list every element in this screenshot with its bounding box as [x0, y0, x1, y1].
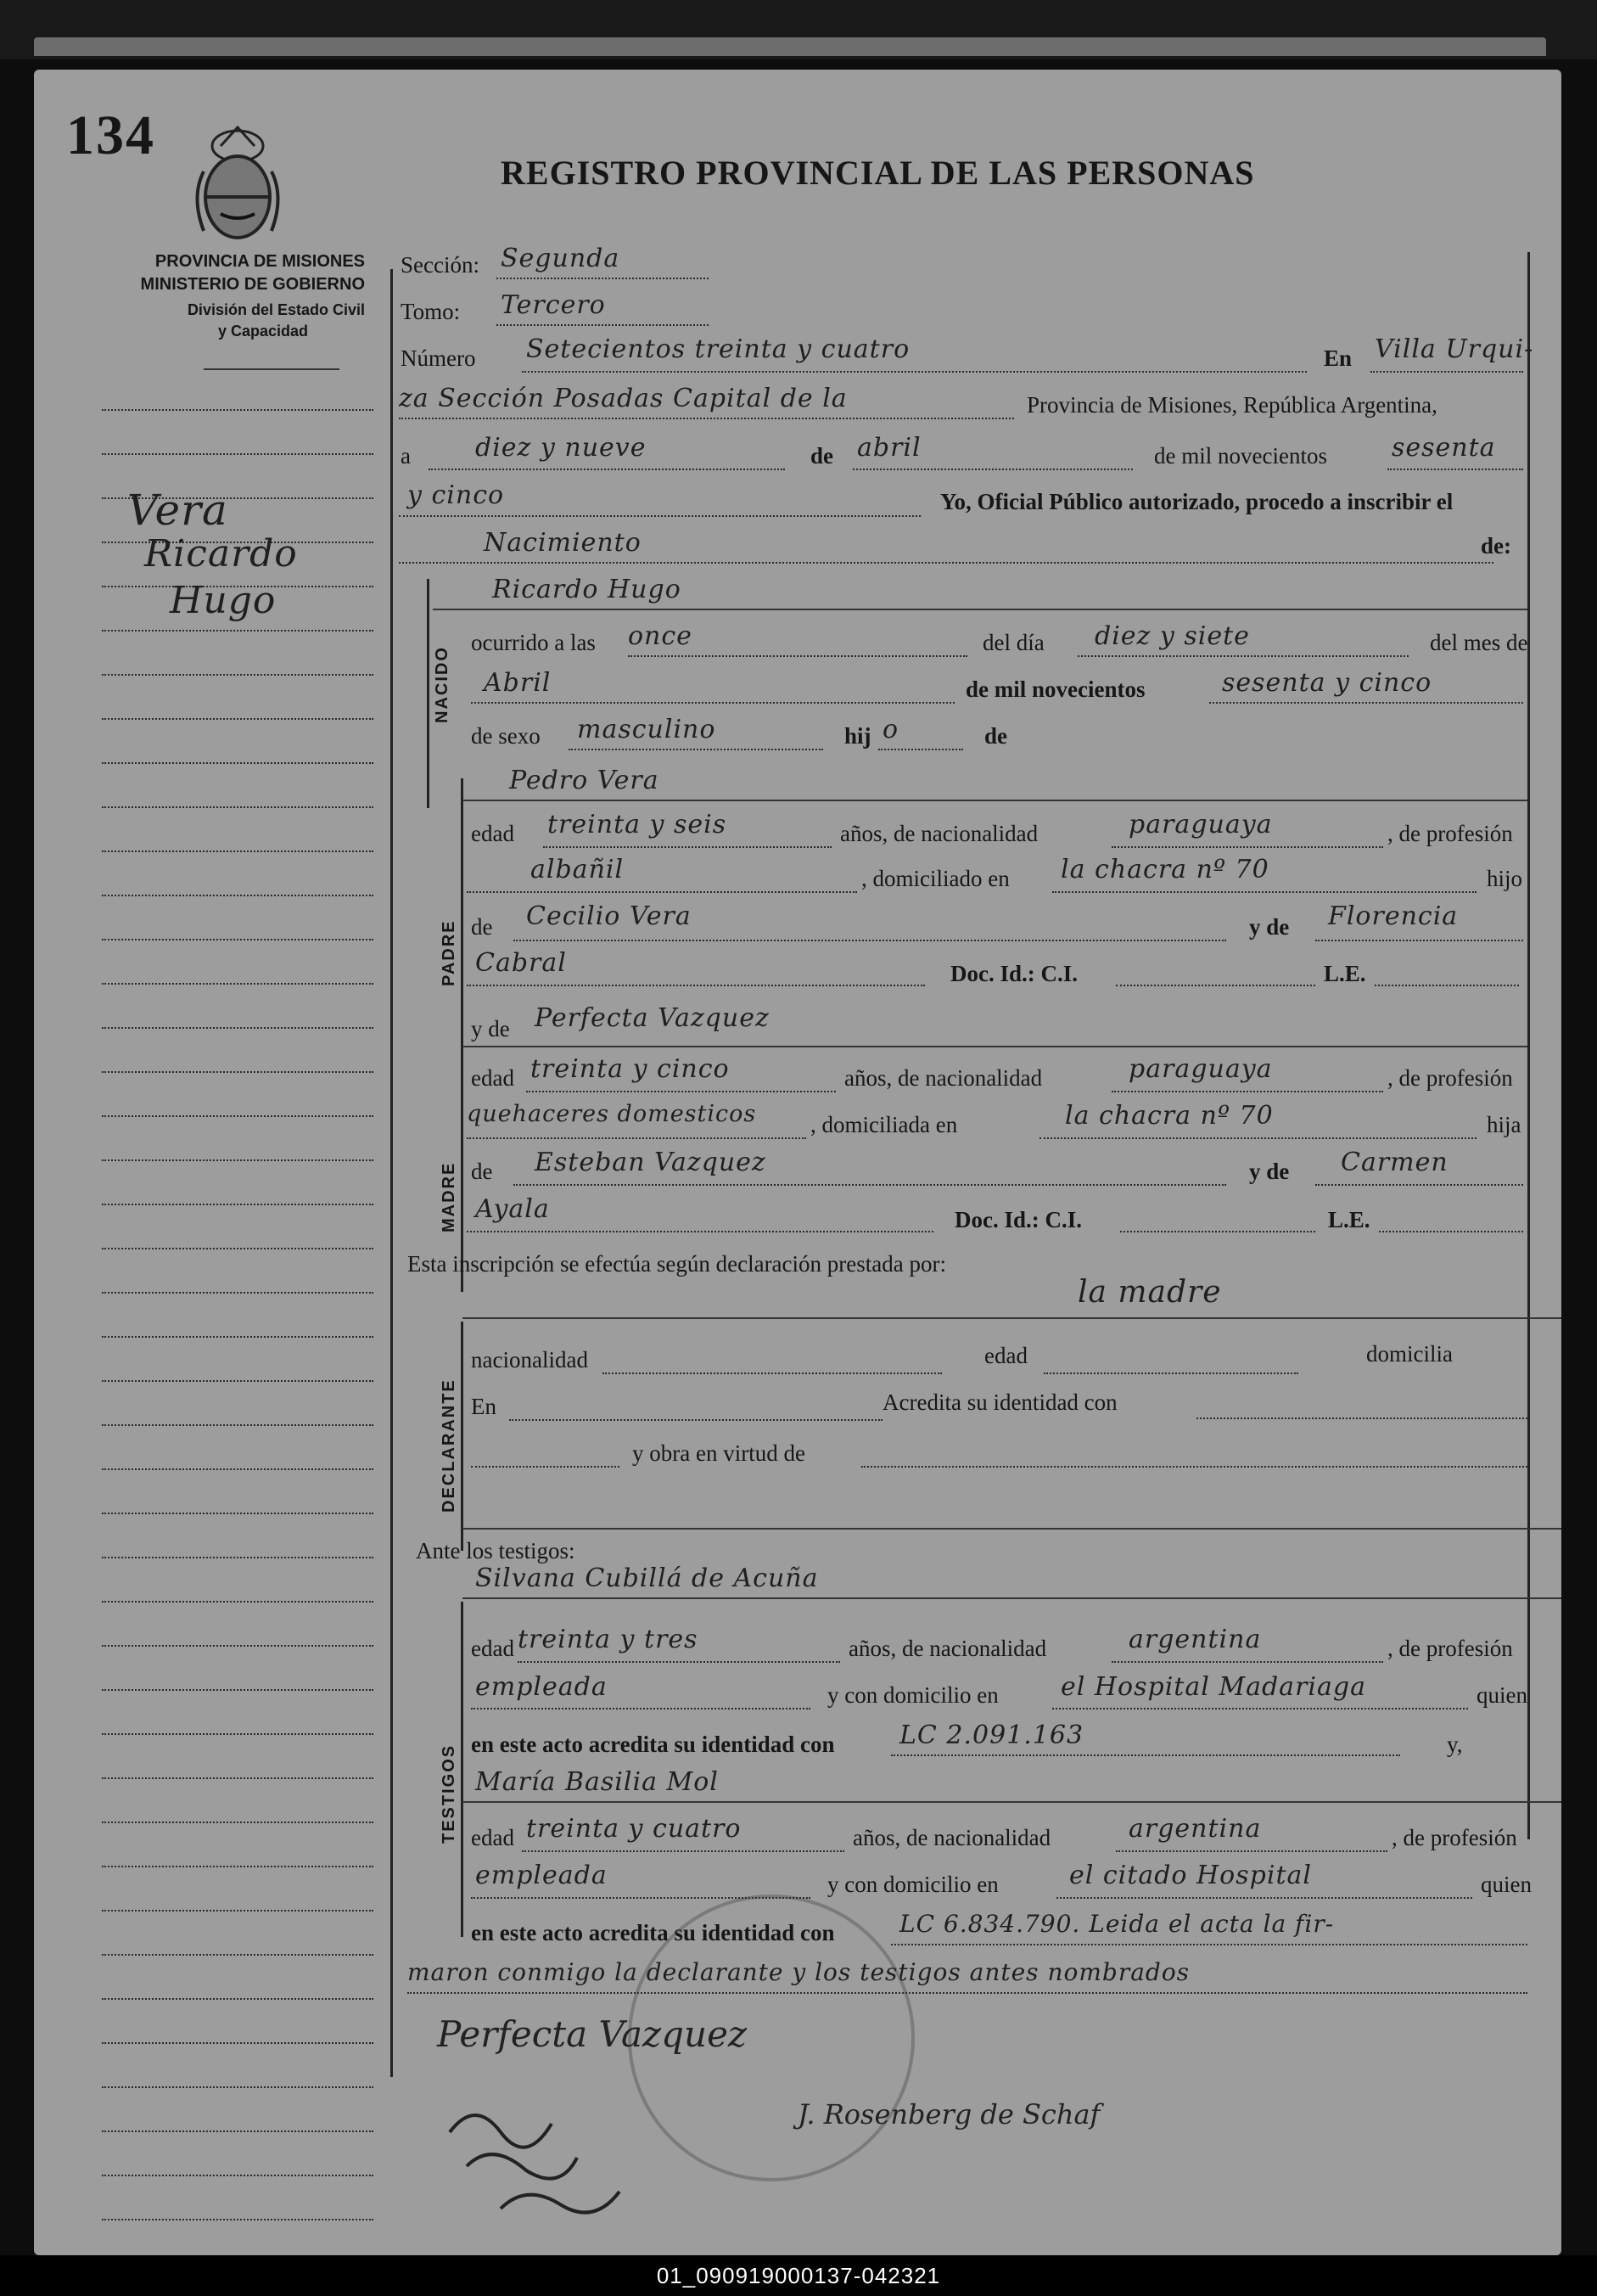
madre-anos-label: años, de nacionalidad	[844, 1065, 1043, 1091]
margin-rule-line	[102, 2086, 373, 2088]
padre-nombre-value: Pedro Vera	[509, 766, 659, 795]
margin-rule-line	[102, 2219, 373, 2220]
margin-rule-line	[102, 1292, 373, 1294]
mes-nac-value: Abril	[484, 668, 552, 698]
acta-tipo-value: Nacimiento	[484, 528, 642, 558]
acta-tipo-line	[399, 562, 1493, 564]
margin-rule-line	[102, 806, 373, 808]
testigo2-doc-line	[891, 1944, 1527, 1945]
en-label: En	[1324, 345, 1353, 371]
margin-rule-line	[102, 1689, 373, 1691]
padre-prof-line	[467, 891, 857, 893]
margin-rule-line	[102, 1071, 373, 1073]
testigo1-edad-line	[518, 1661, 840, 1663]
padre-anos-label: años, de nacionalidad	[840, 821, 1039, 846]
testigo2-dom-line	[1056, 1897, 1472, 1899]
hij-label: hij	[844, 723, 871, 749]
testigo2-edad-label: edad	[471, 1825, 514, 1850]
dia-value: diez y nueve	[475, 433, 647, 463]
margin-rule-line	[102, 1027, 373, 1029]
testigo1-dom-label: y con domicilio en	[827, 1682, 999, 1708]
yo-oficial-label: Yo, Oficial Público autorizado, procedo a inscribir el	[940, 489, 1454, 514]
padre-section-label: PADRE	[440, 919, 458, 986]
testigo1-nombre-line	[462, 1597, 1561, 1599]
anio-nac-line	[1209, 702, 1523, 704]
hora-value: once	[628, 621, 692, 651]
testigo2-prof-value: empleada	[475, 1861, 608, 1890]
seccion-value: Segunda	[501, 244, 620, 273]
madre-y-de-label: y de	[471, 1016, 510, 1041]
sexo-label: de sexo	[471, 723, 541, 749]
en-value: Villa Urqui-	[1375, 334, 1534, 364]
margin-rule-line	[102, 762, 373, 764]
madre-ci-line	[1120, 1231, 1315, 1232]
testigo1-dom-line	[1052, 1708, 1468, 1709]
decl-obra-line	[861, 1466, 1527, 1468]
padre-edad-line	[543, 846, 832, 848]
book-edge-band	[34, 37, 1546, 56]
testigo1-edad-value: treinta y tres	[518, 1625, 698, 1654]
padre-dom-value: la chacra nº 70	[1061, 855, 1269, 884]
margin-rule-line	[102, 1336, 373, 1338]
margin-rule-line	[102, 1557, 373, 1558]
madre-de-label: de	[471, 1159, 493, 1184]
padre-de-value: Cecilio Vera	[526, 901, 692, 931]
padre-prof-value: albañil	[530, 855, 625, 884]
madre-prof-label: , de profesión	[1387, 1065, 1513, 1091]
dia-nac-value: diez y siete	[1095, 621, 1250, 651]
padre-le-label: L.E.	[1324, 961, 1366, 986]
anio-value: sesenta	[1392, 433, 1496, 463]
declarante-bottom-line	[462, 1528, 1561, 1530]
signature-oficial: J. Rosenberg de Schaf	[798, 2098, 1101, 2130]
margin-surname: Vera	[127, 486, 228, 535]
anio-nac-value: sesenta y cinco	[1222, 668, 1432, 698]
margin-rule-line	[102, 1380, 373, 1382]
margin-rule-line	[102, 674, 373, 676]
madre-nac-value: paraguaya	[1129, 1054, 1273, 1084]
madre-doc-label: Doc. Id.: C.I.	[955, 1207, 1083, 1232]
madre-y-de-line	[1315, 1184, 1523, 1186]
decl-en-line	[509, 1419, 883, 1421]
del-mes-label: del mes de	[1430, 630, 1528, 655]
testigo1-edad-label: edad	[471, 1636, 514, 1661]
madre-de-value: Esteban Vazquez	[535, 1148, 766, 1177]
decl-edad-line	[1044, 1373, 1298, 1374]
margin-rule-line	[102, 1248, 373, 1249]
tomo-line	[496, 324, 709, 326]
nacido-border	[427, 579, 429, 808]
margin-rule-line	[102, 1468, 373, 1470]
testigo2-quien-label: quien	[1481, 1872, 1532, 1897]
madre-y-de-cont-value: Ayala	[475, 1194, 550, 1224]
ocurrido-label: ocurrido a las	[471, 630, 596, 655]
dia-nac-line	[1078, 655, 1409, 657]
padre-y-de-cont-value: Cabral	[475, 948, 567, 978]
testigo2-nombre-value: María Basilia Mol	[475, 1767, 719, 1797]
de-colon-label: de:	[1481, 533, 1511, 559]
padre-edad-label: edad	[471, 821, 514, 846]
anio-cont-line	[399, 515, 921, 517]
madre-y-de-value: Carmen	[1341, 1148, 1449, 1177]
anio-line	[1387, 469, 1523, 470]
testigo1-prof-label: , de profesión	[1387, 1636, 1513, 1661]
testigo1-nac-line	[1112, 1661, 1383, 1663]
sexo-line	[569, 749, 823, 750]
declarante-border	[461, 1322, 463, 1551]
testigo1-doc-value: LC 2.091.163	[899, 1721, 1084, 1750]
sexo-value: masculino	[577, 715, 716, 744]
testigos-border	[461, 1602, 463, 1937]
province-header	[85, 252, 365, 340]
padre-dom-line	[1052, 891, 1477, 893]
testigo1-anos-label: años, de nacionalidad	[849, 1636, 1047, 1661]
decl-acredita-label: Acredita su identidad con	[883, 1389, 1118, 1415]
coat-of-arms-icon	[187, 121, 289, 256]
madre-prof-line	[467, 1137, 806, 1139]
seccion-line	[496, 278, 709, 279]
padre-y-de-cont-line	[467, 985, 925, 986]
padre-de-line	[513, 940, 1226, 941]
ministry-line: MINISTERIO DE GOBIERNO	[140, 275, 365, 294]
testigo2-nombre-line	[462, 1801, 1561, 1803]
book-spine-edge	[0, 0, 1597, 59]
margin-rule-line	[102, 1513, 373, 1514]
testigo2-nac-line	[1116, 1850, 1387, 1852]
madre-y-de2-label: y de	[1249, 1159, 1290, 1184]
padre-le-line	[1375, 985, 1519, 986]
nacido-nombre-line	[433, 609, 1527, 610]
testigo2-nac-value: argentina	[1129, 1814, 1262, 1844]
madre-nombre-line	[462, 1046, 1527, 1047]
nacido-section-label: NACIDO	[433, 646, 451, 723]
nacido-nombre-value: Ricardo Hugo	[492, 575, 681, 604]
testigo2-doc-value: LC 6.834.790. Leida el acta la fir-	[899, 1910, 1335, 1938]
madre-prof-value: quehaceres domesticos	[467, 1101, 757, 1127]
numero-line	[522, 371, 1307, 373]
decl-nacionalidad-label: nacionalidad	[471, 1347, 588, 1373]
padre-ci-line	[1116, 985, 1315, 986]
margin-rule-line	[102, 2175, 373, 2176]
right-border	[1527, 252, 1530, 1839]
decl-edad-label: edad	[984, 1343, 1028, 1368]
testigo1-quien-label: quien	[1477, 1682, 1527, 1708]
margin-rule-line	[102, 895, 373, 896]
madre-dom-line	[1039, 1137, 1477, 1139]
margin-rule-line	[102, 2130, 373, 2132]
padre-y-de-label: y de	[1249, 914, 1290, 940]
margin-rule-line	[102, 453, 373, 455]
margin-rule-line	[102, 1115, 373, 1117]
margin-rule-line	[102, 1866, 373, 1867]
division-line: División del Estado Civil	[187, 301, 365, 318]
testigo2-dom-value: el citado Hospital	[1069, 1861, 1312, 1890]
testigo1-prof-value: empleada	[475, 1672, 608, 1702]
margin-middle-name: Hugo	[170, 579, 277, 622]
madre-nac-line	[1112, 1091, 1383, 1092]
cierre-value: maron conmigo la declarante y los testigos antes nombrados	[407, 1958, 1191, 1986]
madre-nombre-value: Perfecta Vazquez	[535, 1003, 770, 1033]
decl-obra-label: y obra en virtud de	[632, 1440, 805, 1466]
hija-label: hija	[1487, 1112, 1521, 1137]
testigo1-nombre-value: Silvana Cubillá de Acuña	[475, 1563, 819, 1593]
margin-rule-line	[102, 850, 373, 852]
margin-first-name: Ricardo	[144, 532, 298, 575]
document-title: REGISTRO PROVINCIAL DE LAS PERSONAS	[501, 154, 1255, 192]
testigo1-prof-line	[471, 1708, 810, 1709]
decl-en-label: En	[471, 1394, 496, 1419]
margin-rule-line	[102, 718, 373, 720]
madre-border	[461, 1012, 463, 1292]
de-mil-label: de mil novecientos	[1154, 443, 1327, 469]
decl-domicilia-label: domicilia	[1366, 1341, 1453, 1367]
margin-rule-line	[102, 1733, 373, 1735]
column-divider	[390, 269, 393, 2077]
esta-inscripcion-label: Esta inscripción se efectúa según declaración prestada por:	[407, 1251, 946, 1277]
madre-edad-value: treinta y cinco	[530, 1054, 730, 1084]
testigo2-acredita-label: en este acto acredita su identidad con	[471, 1920, 835, 1945]
testigo2-dom-label: y con domicilio en	[827, 1872, 999, 1897]
margin-rule-line	[102, 1822, 373, 1823]
decl-obra-pre-line	[471, 1466, 619, 1468]
padre-prof-label: , de profesión	[1387, 821, 1513, 846]
margin-rule-line	[102, 1204, 373, 1205]
madre-le-line	[1379, 1231, 1523, 1232]
numero-value: Setecientos treinta y cuatro	[526, 334, 911, 364]
scan-footer-id: 01_090919000137-042321	[0, 2255, 1597, 2296]
testigo1-doc-line	[891, 1754, 1400, 1756]
de-label: de	[810, 443, 833, 469]
madre-edad-line	[526, 1091, 836, 1092]
dia-line	[429, 469, 785, 470]
testigo2-edad-value: treinta y cuatro	[526, 1814, 742, 1844]
margin-rule-line	[102, 630, 373, 632]
decl-nacionalidad-line	[602, 1373, 942, 1374]
mes-nac-line	[471, 702, 955, 704]
seccion-label: Sección:	[401, 252, 479, 278]
header-underline	[204, 368, 339, 370]
padre-y-de-line	[1315, 940, 1523, 941]
province-line: PROVINCIA DE MISIONES	[154, 252, 365, 271]
margin-rule-line	[102, 939, 373, 940]
margin-rule-line	[102, 1645, 373, 1647]
anio-value-cont: y cinco	[407, 480, 505, 510]
testigo2-prof-label: , de profesión	[1392, 1825, 1517, 1850]
mes-value: abril	[857, 433, 922, 463]
declarante-line	[462, 1317, 1561, 1319]
de-hij-label: de	[984, 723, 1007, 749]
testigo1-dom-value: el Hospital Madariaga	[1061, 1672, 1366, 1702]
hij-line	[878, 749, 963, 750]
madre-dom-label: , domiciliada en	[810, 1112, 958, 1137]
margin-rule-line	[102, 2042, 373, 2044]
testigo2-anos-label: años, de nacionalidad	[853, 1825, 1051, 1850]
margin-rule-line	[102, 1998, 373, 2000]
padre-y-de-value: Florencia	[1328, 901, 1459, 931]
en-line	[1370, 371, 1523, 373]
margin-rule-line	[102, 1159, 373, 1161]
margin-rule-line	[102, 1424, 373, 1426]
padre-dom-label: , domiciliado en	[861, 866, 1010, 891]
testigo1-nac-value: argentina	[1129, 1625, 1262, 1654]
madre-section-label: MADRE	[440, 1161, 458, 1232]
declarante-value: la madre	[1078, 1275, 1222, 1310]
decl-acredita-line	[1196, 1417, 1527, 1419]
margin-rule-line	[102, 1954, 373, 1956]
padre-de-label: de	[471, 914, 493, 940]
tomo-value: Tercero	[501, 290, 606, 320]
a-label: a	[401, 443, 411, 469]
del-dia-label: del día	[983, 630, 1045, 655]
padre-edad-value: treinta y seis	[547, 810, 727, 839]
cierre-line	[407, 1992, 1527, 1994]
de-mil2-label: de mil novecientos	[966, 676, 1146, 702]
madre-edad-label: edad	[471, 1065, 514, 1091]
madre-y-de-cont-line	[467, 1231, 933, 1232]
padre-nac-line	[1112, 846, 1383, 848]
signature-madre: Perfecta Vazquez	[437, 2013, 748, 2055]
register-page	[34, 70, 1561, 2255]
margin-rule-line	[102, 983, 373, 985]
madre-de-line	[513, 1184, 1226, 1186]
margin-rule-line	[102, 1777, 373, 1779]
en-value-cont: za Sección Posadas Capital de la	[399, 384, 848, 413]
en-cont-line	[399, 418, 1014, 419]
tomo-label: Tomo:	[401, 299, 461, 324]
ante-testigos-label: Ante los testigos:	[416, 1538, 575, 1563]
page-number: 134	[66, 104, 155, 166]
testigo1-acredita-label: en este acto acredita su identidad con	[471, 1732, 835, 1757]
padre-border	[461, 778, 463, 1050]
hijo-label: hijo	[1487, 866, 1523, 891]
madre-le-label: L.E.	[1328, 1207, 1370, 1232]
testigo2-edad-line	[522, 1850, 844, 1852]
provincia-label: Provincia de Misiones, República Argentina,	[1027, 392, 1437, 418]
testigo1-y-label: y,	[1447, 1732, 1463, 1757]
margin-rule-line	[102, 1601, 373, 1603]
margin-rule-line	[102, 409, 373, 411]
padre-nac-value: paraguaya	[1129, 810, 1273, 839]
hij-suffix-value: o	[883, 715, 899, 744]
capacity-line: y Capacidad	[217, 323, 309, 340]
mes-line	[853, 469, 1133, 470]
declarante-section-label: DECLARANTE	[440, 1378, 458, 1513]
margin-rule-line	[102, 1910, 373, 1911]
padre-doc-label: Doc. Id.: C.I.	[950, 961, 1079, 986]
numero-label: Número	[401, 345, 476, 371]
witness-signatures-scribble	[433, 2064, 798, 2226]
testigos-section-label: TESTIGOS	[440, 1743, 458, 1844]
padre-nombre-line	[462, 800, 1527, 801]
madre-dom-value: la chacra nº 70	[1065, 1101, 1274, 1131]
hora-line	[628, 655, 967, 657]
